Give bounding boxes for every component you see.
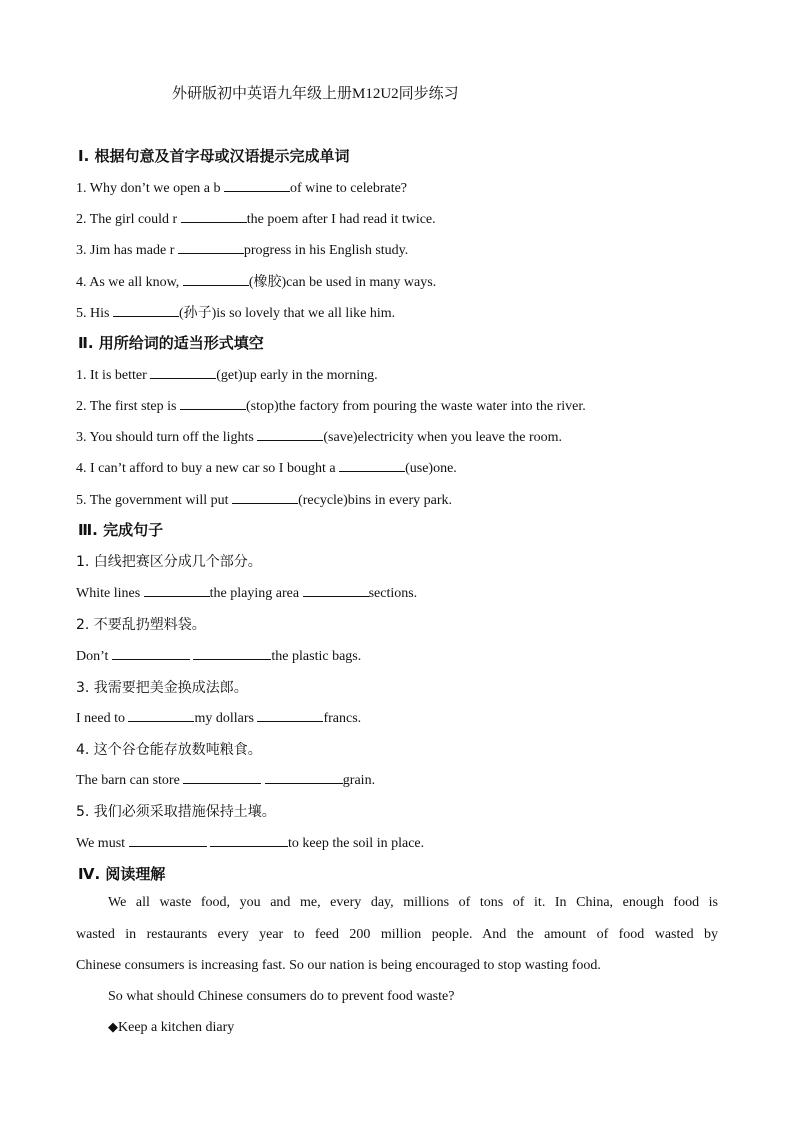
answer-blank[interactable] — [224, 178, 290, 192]
answer-blank[interactable] — [150, 365, 216, 379]
s1-item-2-text-pre: 2. The girl could r — [76, 212, 181, 227]
s3-item-3-chinese: 3. 我需要把美金换成法郎。 — [76, 680, 248, 696]
s1-item-5-text-post: (孙子)is so lovely that we all like him. — [178, 306, 396, 321]
s2-item-3-text-pre: 3. You should turn off the lights — [76, 430, 258, 445]
answer-blank[interactable] — [193, 646, 271, 660]
s3-item-5-english — [76, 833, 424, 852]
s2-item-3-text-post: (save)electricity when you leave the room. — [323, 430, 563, 445]
s3-item-5-chinese: 5. 我们必须采取措施保持土壤。 — [76, 804, 276, 820]
s2-item-5-text-post: (recycle)bins in every park. — [298, 493, 452, 508]
s3-item-2-text-post: the plastic bags. — [271, 649, 362, 664]
s1-item-2 — [76, 209, 436, 228]
s3-item-2-text-pre: Don’t — [76, 649, 112, 664]
s2-item-1 — [76, 365, 378, 384]
answer-blank[interactable] — [144, 583, 210, 597]
answer-blank[interactable] — [112, 646, 190, 660]
reading-bullet-text: Keep a kitchen diary — [118, 1020, 235, 1035]
s2-item-5-text-pre: 5. The government will put — [76, 493, 233, 508]
s2-item-2 — [76, 396, 586, 415]
s3-item-3-text-mid: my dollars — [194, 711, 258, 726]
s3-item-1-text-pre: White lines — [76, 586, 144, 601]
answer-blank[interactable] — [257, 708, 323, 722]
answer-blank[interactable] — [339, 458, 405, 472]
section-3-heading: Ⅲ. 完成句子 — [78, 521, 164, 539]
s1-item-2-text-post: the poem after I had read it twice. — [246, 212, 436, 227]
answer-blank[interactable] — [265, 770, 343, 784]
s1-item-3-text-pre: 3. Jim has made r — [76, 243, 178, 258]
reading-question: So what should Chinese consumers do to prevent food waste? — [108, 989, 455, 1004]
s3-item-5-text-pre: We must — [76, 836, 129, 851]
s3-item-1-text-post: sections. — [368, 586, 418, 601]
answer-blank[interactable] — [303, 583, 369, 597]
answer-blank[interactable] — [257, 427, 323, 441]
s2-item-4 — [76, 458, 457, 477]
s3-item-1-english — [76, 583, 417, 602]
s3-item-3-english — [76, 708, 361, 727]
s3-item-2-chinese: 2. 不要乱扔塑料袋。 — [76, 617, 206, 633]
s1-item-1-text-post: of wine to celebrate? — [290, 181, 408, 196]
answer-blank[interactable] — [178, 240, 244, 254]
reading-line-2: wasted in restaurants every year to feed 200 million people. And the amount of food wasted by — [76, 927, 718, 942]
s1-item-1-text-pre: 1. Why don’t we open a b — [76, 181, 225, 196]
s2-item-5 — [76, 490, 452, 509]
s3-item-5-text-post: to keep the soil in place. — [288, 836, 425, 851]
s1-item-4-text-post: (橡胶)can be used in many ways. — [248, 275, 437, 290]
section-1-heading: Ⅰ. 根据句意及首字母或汉语提示完成单词 — [78, 147, 350, 165]
s1-item-3 — [76, 240, 408, 259]
s1-item-5 — [76, 302, 395, 322]
s2-item-1-text-post: (get)up early in the morning. — [216, 368, 378, 383]
page-title: 外研版初中英语九年级上册M12U2同步练习 — [172, 86, 459, 102]
s2-item-4-text-post: (use)one. — [405, 461, 457, 476]
answer-blank[interactable] — [113, 303, 179, 317]
answer-blank[interactable] — [180, 396, 246, 410]
s3-item-4-text-pre: The barn can store — [76, 773, 184, 788]
answer-blank[interactable] — [128, 708, 194, 722]
reading-bullet — [108, 1020, 234, 1036]
answer-blank[interactable] — [181, 209, 247, 223]
s3-item-4-chinese: 4. 这个谷仓能存放数吨粮食。 — [76, 742, 262, 758]
reading-line-3: Chinese consumers is increasing fast. So our nation is being encouraged to stop wasting food. — [76, 958, 601, 973]
s3-item-4-english — [76, 770, 375, 789]
s1-item-5-text-pre: 5. His — [76, 306, 113, 321]
s2-item-3 — [76, 427, 562, 446]
section-2-heading: Ⅱ. 用所给词的适当形式填空 — [78, 334, 264, 352]
reading-line-1: We all waste food, you and me, every day, millions of tons of it. In China, enough food is — [108, 895, 718, 910]
s3-item-1-chinese: 1. 白线把赛区分成几个部分。 — [76, 554, 262, 570]
s1-item-4 — [76, 271, 436, 291]
s2-item-1-text-pre: 1. It is better — [76, 368, 151, 383]
s3-item-3-text-pre: I need to — [76, 711, 129, 726]
s1-item-1 — [76, 178, 407, 197]
s3-item-3-text-post: francs. — [323, 711, 362, 726]
answer-blank[interactable] — [183, 770, 261, 784]
diamond-bullet-icon: ◆ — [108, 1020, 118, 1035]
answer-blank[interactable] — [210, 833, 288, 847]
section-4-heading: Ⅳ. 阅读理解 — [78, 865, 166, 883]
s1-item-4-text-pre: 4. As we all know, — [76, 275, 183, 290]
s3-item-1-text-mid: the playing area — [209, 586, 303, 601]
answer-blank[interactable] — [129, 833, 207, 847]
answer-blank[interactable] — [232, 490, 298, 504]
s2-item-2-text-pre: 2. The first step is — [76, 399, 180, 414]
s3-item-2-english — [76, 646, 361, 665]
s2-item-4-text-pre: 4. I can’t afford to buy a new car so I bought a — [76, 461, 340, 476]
s2-item-2-text-post: (stop)the factory from pouring the waste water into the river. — [245, 399, 586, 414]
s3-item-4-text-post: grain. — [342, 773, 376, 788]
s1-item-3-text-post: progress in his English study. — [243, 243, 409, 258]
answer-blank[interactable] — [183, 272, 249, 286]
